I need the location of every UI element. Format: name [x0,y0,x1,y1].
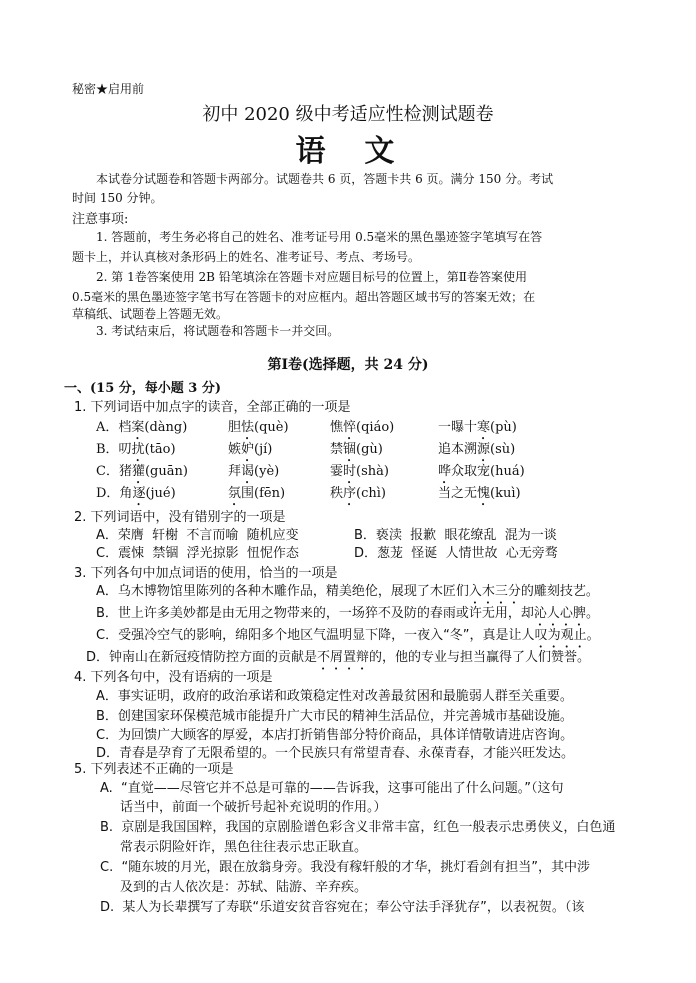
q1-option-c-4: 哗众取宠(huá) [438,464,525,479]
q3-option-b: B．世上许多美妙都是由无用之物带来的，一场猝不及防的春雨或许无用，却沁人心脾。 [96,606,599,621]
q5-stem: 5. 下列表述不正确的一项是 [74,762,234,777]
q5-option-b-line-2: 常表示阴险奸诈，黑色往往表示忠正耿直。 [120,840,368,855]
notice-3: 3. 考试结束后，将试题卷和答题卡一并交回。 [96,324,340,338]
notice-heading: 注意事项: [72,212,129,227]
q5-option-a-line-2: 话当中，前面一个破折号起补充说明的作用。） [120,800,387,815]
q3-option-a: A．乌木博物馆里陈列的各种木雕作品，精美绝伦，展现了木匠们入木三分的雕刻技艺。 [96,584,599,599]
notice-2-line-3: 草稿纸、试题卷上答题无效。 [72,307,229,321]
confidential-label: 秘密★启用前 [72,82,145,96]
q1-option-c: C．猪獾(guān) [96,464,188,479]
q1-option-d-2: 氛围(fēn) [228,486,286,501]
q1-option-b-3: 禁锢(gù) [330,442,383,457]
q1-option-a-4: 一曝十寒(pù) [438,420,517,435]
notice-2-line-1: 2. 第 1卷答案使用 2B 铅笔填涂在答题卡对应题目标号的位置上，第Ⅱ卷答案使用 [96,270,527,284]
notice-2-line-2: 0.5毫米的黑色墨迹签字笔书写在答题卡的对应框内。超出答题区域书写的答案无效；在 [72,290,536,304]
section-title: 第Ⅰ卷(选择题，共 24 分) [267,357,429,373]
q4-option-c: C．为回馈广大顾客的厚爱，本店打折销售部分特价商品，具体详情敬请进店咨询。 [96,728,574,743]
q2-option-c: C．震悚 禁锢 浮光掠影 忸怩作态 [96,546,299,561]
notice-1-line-2: 题卡上，并认真核对条形码上的姓名、准考证号、考点、考场号。 [72,250,421,264]
q1-option-a-2: 胆怯(què) [228,420,289,435]
q3-option-c: C．受强冷空气的影响，绵阳多个地区气温明显下降，一夜入“冬”，真是让人叹为观止。 [96,628,600,643]
q3-stem: 3. 下列各句中加点词语的使用，恰当的一项是 [74,566,338,581]
exam-title: 初中 2020 级中考适应性检测试题卷 [202,104,494,125]
q1-option-d: D．角逐(jué) [96,486,176,501]
q2-option-a: A．荣膺 轩榭 不言而喻 随机应变 [96,528,299,543]
q5-option-c-line-2: 及到的古人依次是：苏轼、陆游、辛弃疾。 [120,880,368,895]
intro-line-1: 本试卷分试题卷和答题卡两部分。试题卷共 6 页，答题卡共 6 页。满分 150 分。考试 [96,172,554,186]
q1-option-d-4: 当之无愧(kuì) [438,486,521,501]
q4-option-a: A．事实证明，政府的政治承诺和政策稳定性对改善最贫困和最脆弱人群至关重要。 [96,689,573,704]
q1-option-c-2: 拜谒(yè) [228,464,280,479]
q1-option-c-3: 霎时(shà) [330,464,389,479]
q1-stem: 1. 下列词语中加点字的读音，全部正确的一项是 [74,400,351,415]
q5-option-c-line-1: C. “随东坡的月光，跟在放翁身旁。我没有稼轩般的才华，挑灯看剑有担当”，其中涉 [100,860,590,875]
intro-line-2: 时间 150 分钟。 [72,191,163,205]
subject-title: 语 文 [295,134,401,169]
q3-option-d: D．钟南山在新冠疫情防控方面的贡献是不屑置辩的，他的专业与担当赢得了人们赞誉。 [86,650,591,665]
notice-1-line-1: 1. 答题前，考生务必将自己的姓名、准考证号用 0.5毫米的黑色墨迹签字笔填写在答 [96,230,543,244]
q1-option-a-3: 憔悴(qiáo) [330,420,395,435]
q1-option-b-2: 嫉妒(jí) [228,442,273,457]
q1-option-b-4: 追本溯源(sù) [438,442,516,457]
q2-option-b: B．亵渎 报歉 眼花缭乱 混为一谈 [354,528,557,543]
q1-option-b: B．叨扰(tāo) [96,442,176,457]
q4-option-d: D．青春是孕育了无限希望的。一个民族只有常望青春、永葆青春，才能兴旺发达。 [96,746,575,761]
part-heading: 一、(15 分，每小题 3 分) [64,381,222,396]
q5-option-b-line-1: B. 京剧是我国国粹，我国的京剧脸谱色彩含义非常丰富，红色一般表示忠勇侠义，白色通 [100,820,616,835]
q5-option-a-line-1: A. “直觉——尽管它并不总是可靠的——告诉我，这事可能出了什么问题。”（这句 [100,781,564,796]
q1-option-d-3: 秩序(chì) [330,486,386,501]
q2-option-d: D．葱茏 怪诞 人情世故 心无旁骛 [354,546,558,561]
q2-stem: 2. 下列词语中，没有错别字的一项是 [74,510,286,525]
q4-option-b: B．创建国家环保模范城市能提升广大市民的精神生活品位，并完善城市基础设施。 [96,709,573,724]
q1-option-a: A．档案(dàng) [96,420,188,435]
q4-stem: 4. 下列各句中，没有语病的一项是 [74,670,273,685]
q5-option-d-line-1: D. 某人为长辈撰写了寿联“乐道安贫音容宛在；奉公守法手泽犹存”，以表祝贺。（该 [100,900,585,915]
